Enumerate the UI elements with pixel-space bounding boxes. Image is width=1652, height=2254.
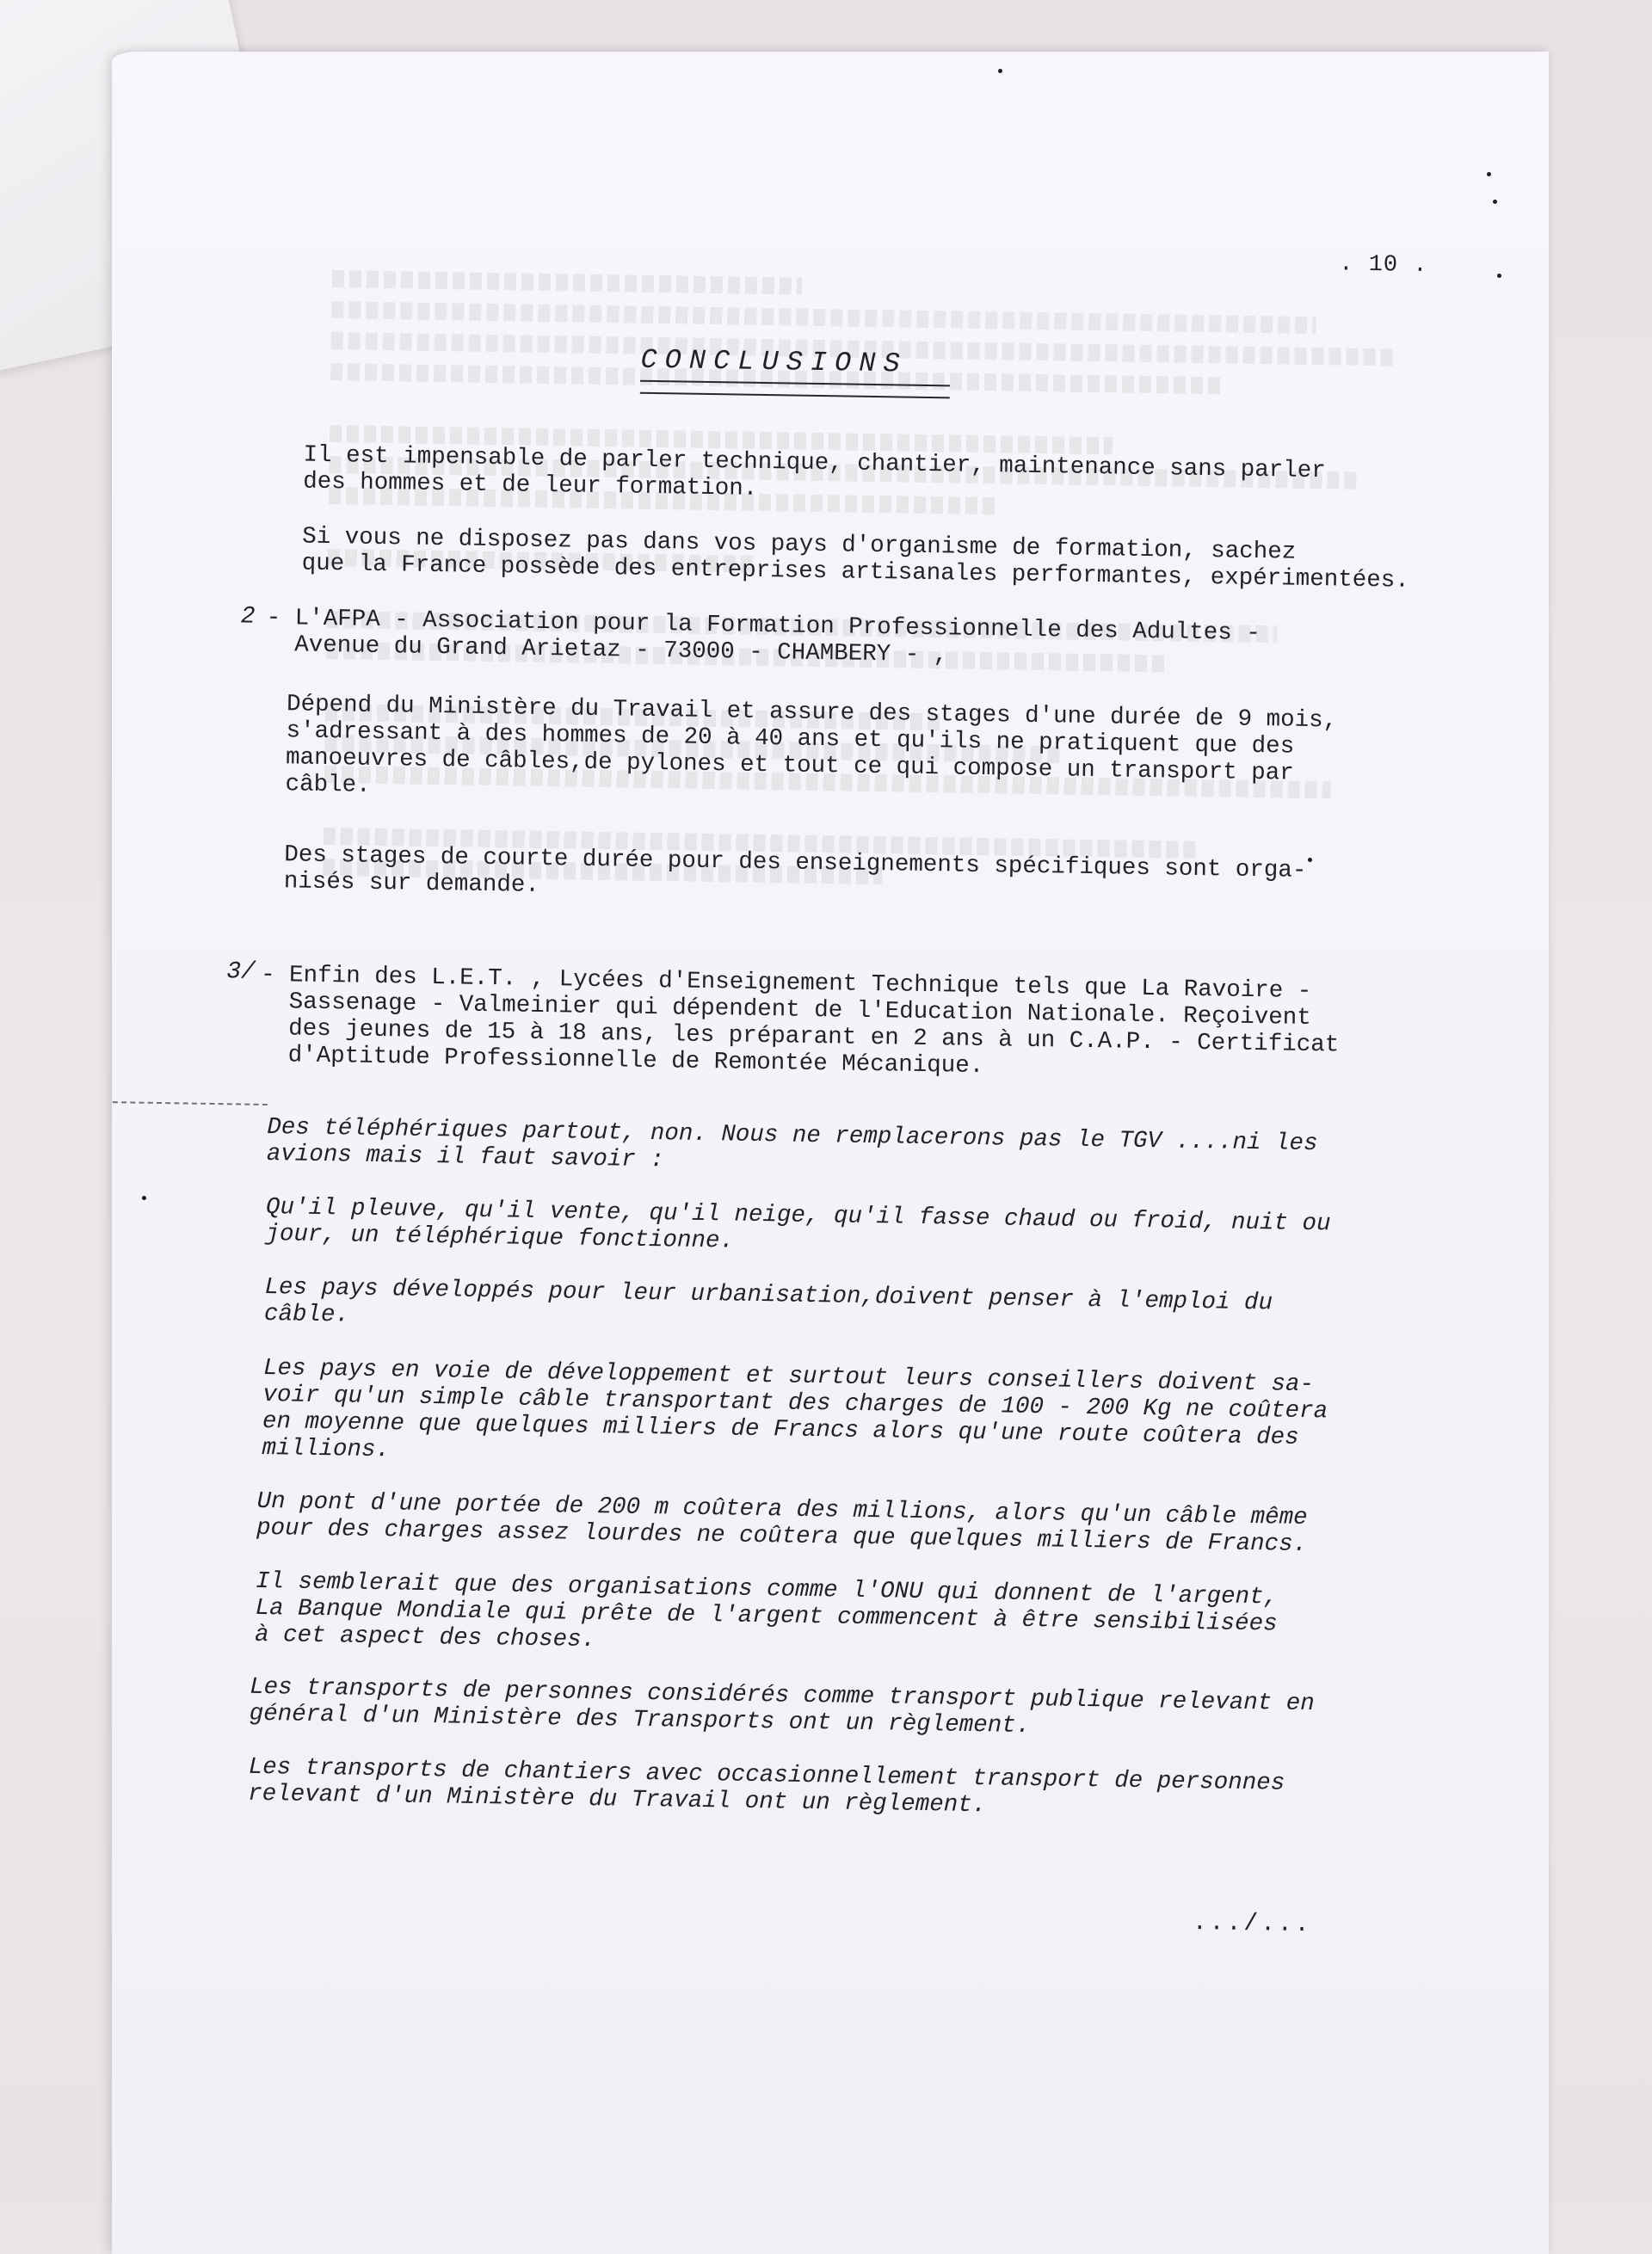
paragraph-5: Des téléphériques partout, non. Nous ne remplacerons pas le TGV ....ni les avions mais il faut savoir : [266,1113,1318,1174]
speck [1493,200,1497,204]
paragraph-afpa: - L'AFPA - Association pour la Formation Professionnelle des Adultes - Avenue du Grand Arietaz - 73000 - CHAMBERY - , [265,604,1261,669]
paragraph-4: Des stages de courte durée pour des enseignements spécifiques sont orga- nisés sur demande. [283,841,1307,899]
page-number: . 10 . [1339,251,1428,280]
speck [142,1196,146,1200]
paragraph-let: - Enfin des L.E.T. , Lycées d'Enseignement Technique tels que La Ravoire - Sassenage - Valmeinier qui dépendent de l'Education Nationale. Reçoivent des jeunes de 15 à 18 ans, les préparant en 2 ans à un C.A.P. - Certificat d'Aptitude Professionnelle de Remontée Mécanique. [259,961,1340,1081]
paragraph-11: Les transports de personnes considérés comme transport publique relevant en général d'un Ministère des Transports ont un règlement. [249,1673,1315,1740]
paragraph-1: Il est impensable de parler technique, chantier, maintenance sans parler des hommes et de leur formation. [302,441,1326,502]
dashed-fold-line [113,1101,268,1105]
paragraph-10: Il semblerait que des organisations comme l'ONU qui donnent de l'argent, La Banque Mondiale qui prête de l'argent commencent à être sensibilisées à cet aspect des choses. [254,1567,1279,1654]
paragraph-6: Qu'il pleuve, qu'il vente, qu'il neige, qu'il fasse chaud ou froid, nuit ou jour, un téléphérique fonctionne. [265,1193,1331,1255]
paragraph-9: Un pont d'une portée de 200 m coûtera des millions, alors qu'un câble même pour des charges assez lourdes ne coûtera que quelques milliers de Francs. [256,1487,1308,1559]
margin-number-2: 2 [240,603,256,631]
paragraph-2: Si vous ne disposez pas dans vos pays d'organisme de formation, sachez que la France possède des entreprises artisanales performantes, expérimentées. [301,523,1409,594]
continuation-mark: .../... [1192,1909,1312,1939]
speck [1487,172,1491,176]
page-title: CONCLUSIONS [640,343,908,380]
speck [1308,858,1312,862]
paragraph-8: Les pays en voie de développement et surtout leurs conseillers doivent sa- voir qu'un simple câble transportant des charges de 100 - 200 Kg ne coûtera en moyenne que quelques milliers de Francs alors qu'une route coûtera des millions. [262,1354,1328,1464]
paragraph-7: Les pays développés pour leur urbanisation,doivent penser à l'emploi du câble. [263,1273,1273,1329]
paragraph-12: Les transports de chantiers avec occasionnellement transport de personnes relevant d'un Ministère du Travail ont un règlement. [247,1753,1285,1820]
document-page [112,52,1549,2254]
margin-number-3: 3/ [225,958,256,986]
speck [998,69,1002,73]
paragraph-3: Dépend du Ministère du Travail et assure des stages d'une durée de 9 mois, s'adressant à des hommes de 20 à 40 ans et qu'ils ne pratiquent que des manoeuvres de câbles,de pylones et tout ce qui compose un transport par câble. [285,691,1338,799]
page-content [112,52,1549,2225]
speck [1497,274,1501,278]
